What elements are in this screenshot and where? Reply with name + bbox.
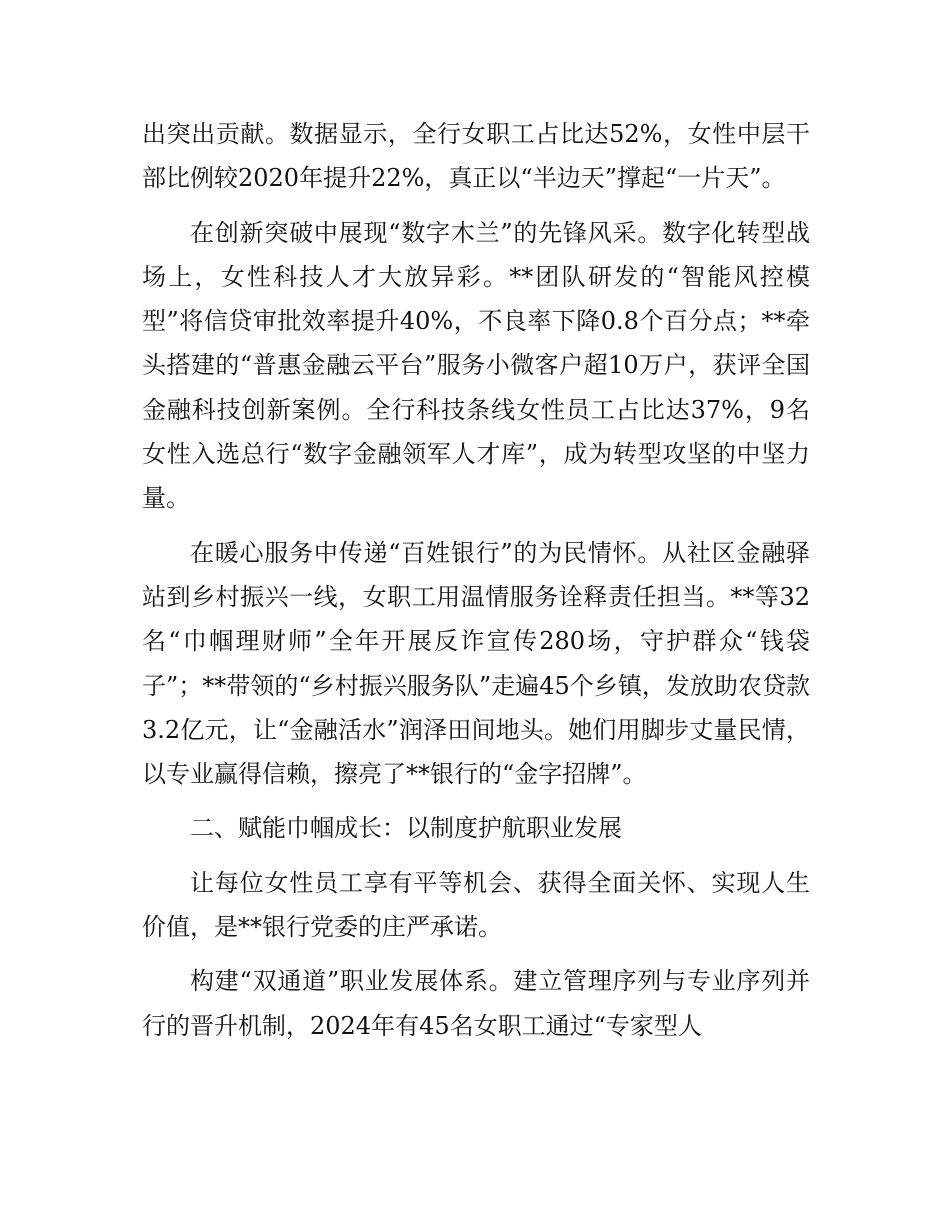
paragraph-digital-mulan: 在创新突破中展现“数字木兰”的先锋风采。数字化转型战场上，女性科技人才大放异彩。**团队研发的“智能风控模型”将信贷审批效率提升40%，不良率下降0.8个百分点；**牵头搭建的“普惠金融云平台”服务小微客户超10万户，获评全国金融科技创新案例。全行科技条线女性员工占比达37%，9名女性入选总行“数字金融领军人才库”，成为转型攻坚的中坚力量。 [142, 218, 810, 513]
paragraph-commitment: 让每位女性员工享有平等机会、获得全面关怀、实现人生价值，是**银行党委的庄严承诺。 [142, 868, 810, 942]
paragraph-dual-channel: 构建“双通道”职业发展体系。建立管理序列与专业序列并行的晋升机制，2024年有45名女职工通过“专家型人 [142, 967, 810, 1040]
document-body [142, 112, 810, 1058]
section-heading: 二、赋能巾帼成长：以制度护航职业发展 [190, 814, 622, 843]
paragraph-people-bank: 在暖心服务中传递“百姓银行”的为民情怀。从社区金融驿站到乡村振兴一线，女职工用温情服务诠释责任担当。**等32名“巾帼理财师”全年开展反诈宣传280场，守护群众“钱袋子”；**带领的“乡村振兴服务队”走遍45个乡镇，发放助农贷款3.2亿元，让“金融活水”润泽田间地头。她们用脚步丈量民情，以专业赢得信赖，擦亮了**银行的“金字招牌”。 [142, 538, 810, 789]
paragraph-continuation: 出突出贡献。数据显示，全行女职工占比达52%，女性中层干部比例较2020年提升22%，真正以“半边天”撑起“一片天”。 [142, 120, 810, 193]
